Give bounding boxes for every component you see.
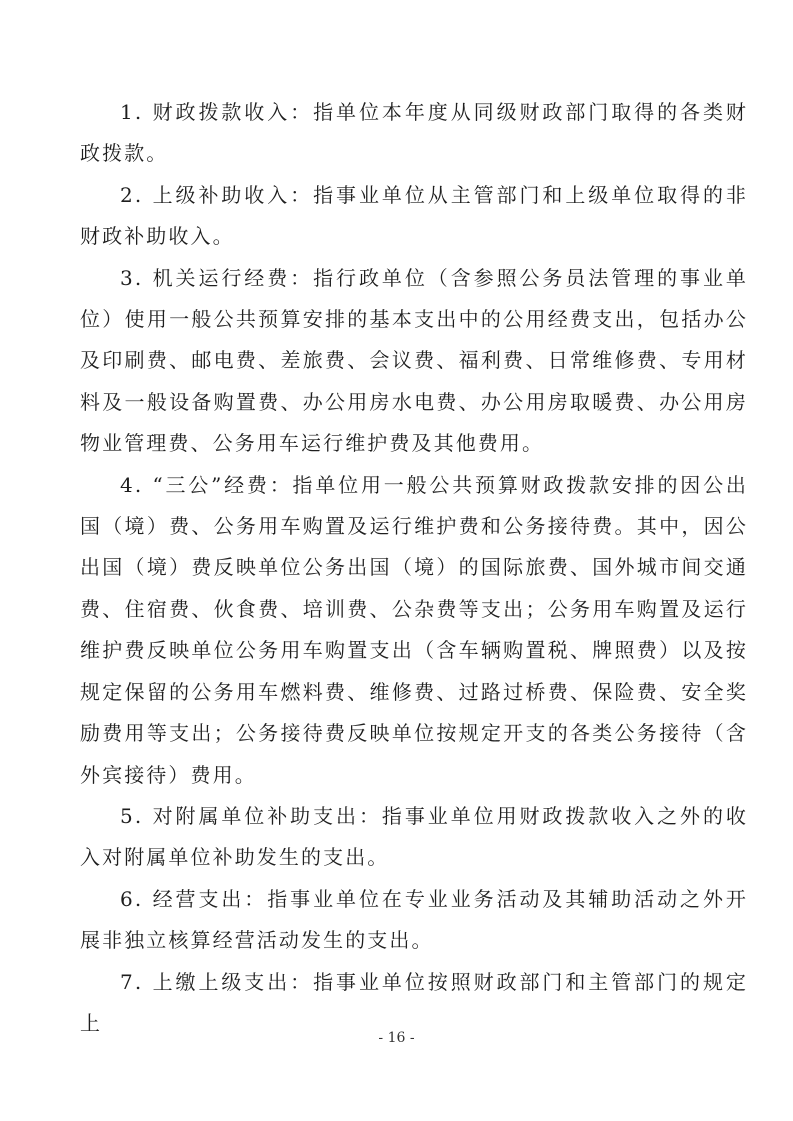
paragraph-agency-operating-expenses: 3. 机关运行经费：指行政单位（含参照公务员法管理的事业单位）使用一般公共预算安排的基本支出中的公用经费支出，包括办公及印刷费、邮电费、差旅费、会议费、福利费、日常维修费、专用材料及一般设备购置费、办公用房水电费、办公用房取暖费、办公用房物业管理费、公务用车运行维护费及其他费用。 — [80, 265, 748, 456]
paragraph-subsidiary-subsidy-expenditure: 5. 对附属单位补助支出：指事业单位用财政拨款收入之外的收入对附属单位补助发生的支出。 — [80, 803, 748, 870]
paragraph-fiscal-appropriation-income: 1. 财政拨款收入：指单位本年度从同级财政部门取得的各类财政拨款。 — [80, 100, 748, 166]
body-text — [80, 92, 748, 1044]
paragraph-operating-expenditure: 6. 经营支出：指事业单位在专业业务活动及其辅助活动之外开展非独立核算经营活动发生的支出。 — [80, 886, 748, 953]
paragraph-remittance-to-superior: 7. 上缴上级支出：指事业单位按照财政部门和主管部门的规定上 — [80, 969, 748, 1035]
page-number: - 16 - — [378, 1030, 415, 1046]
paragraph-superior-subsidy-income: 2. 上级补助收入：指事业单位从主管部门和上级单位取得的非财政补助收入。 — [80, 182, 748, 249]
paragraph-three-public-expenses: 4. “三公”经费：指单位用一般公共预算财政拨款安排的因公出国（境）费、公务用车购置及运行维护费和公务接待费。其中，因公出国（境）费反映单位公务出国（境）的国际旅费、国外城市间交通费、住宿费、伙食费、培训费、公杂费等支出；公务用车购置及运行维护费反映单位公务用车购置支出（含车辆购置税、牌照费）以及按规定保留的公务用车燃料费、维修费、过路过桥费、保险费、安全奖励费用等支出；公务接待费反映单位按规定开支的各类公务接待（含外宾接待）费用。 — [80, 472, 748, 787]
